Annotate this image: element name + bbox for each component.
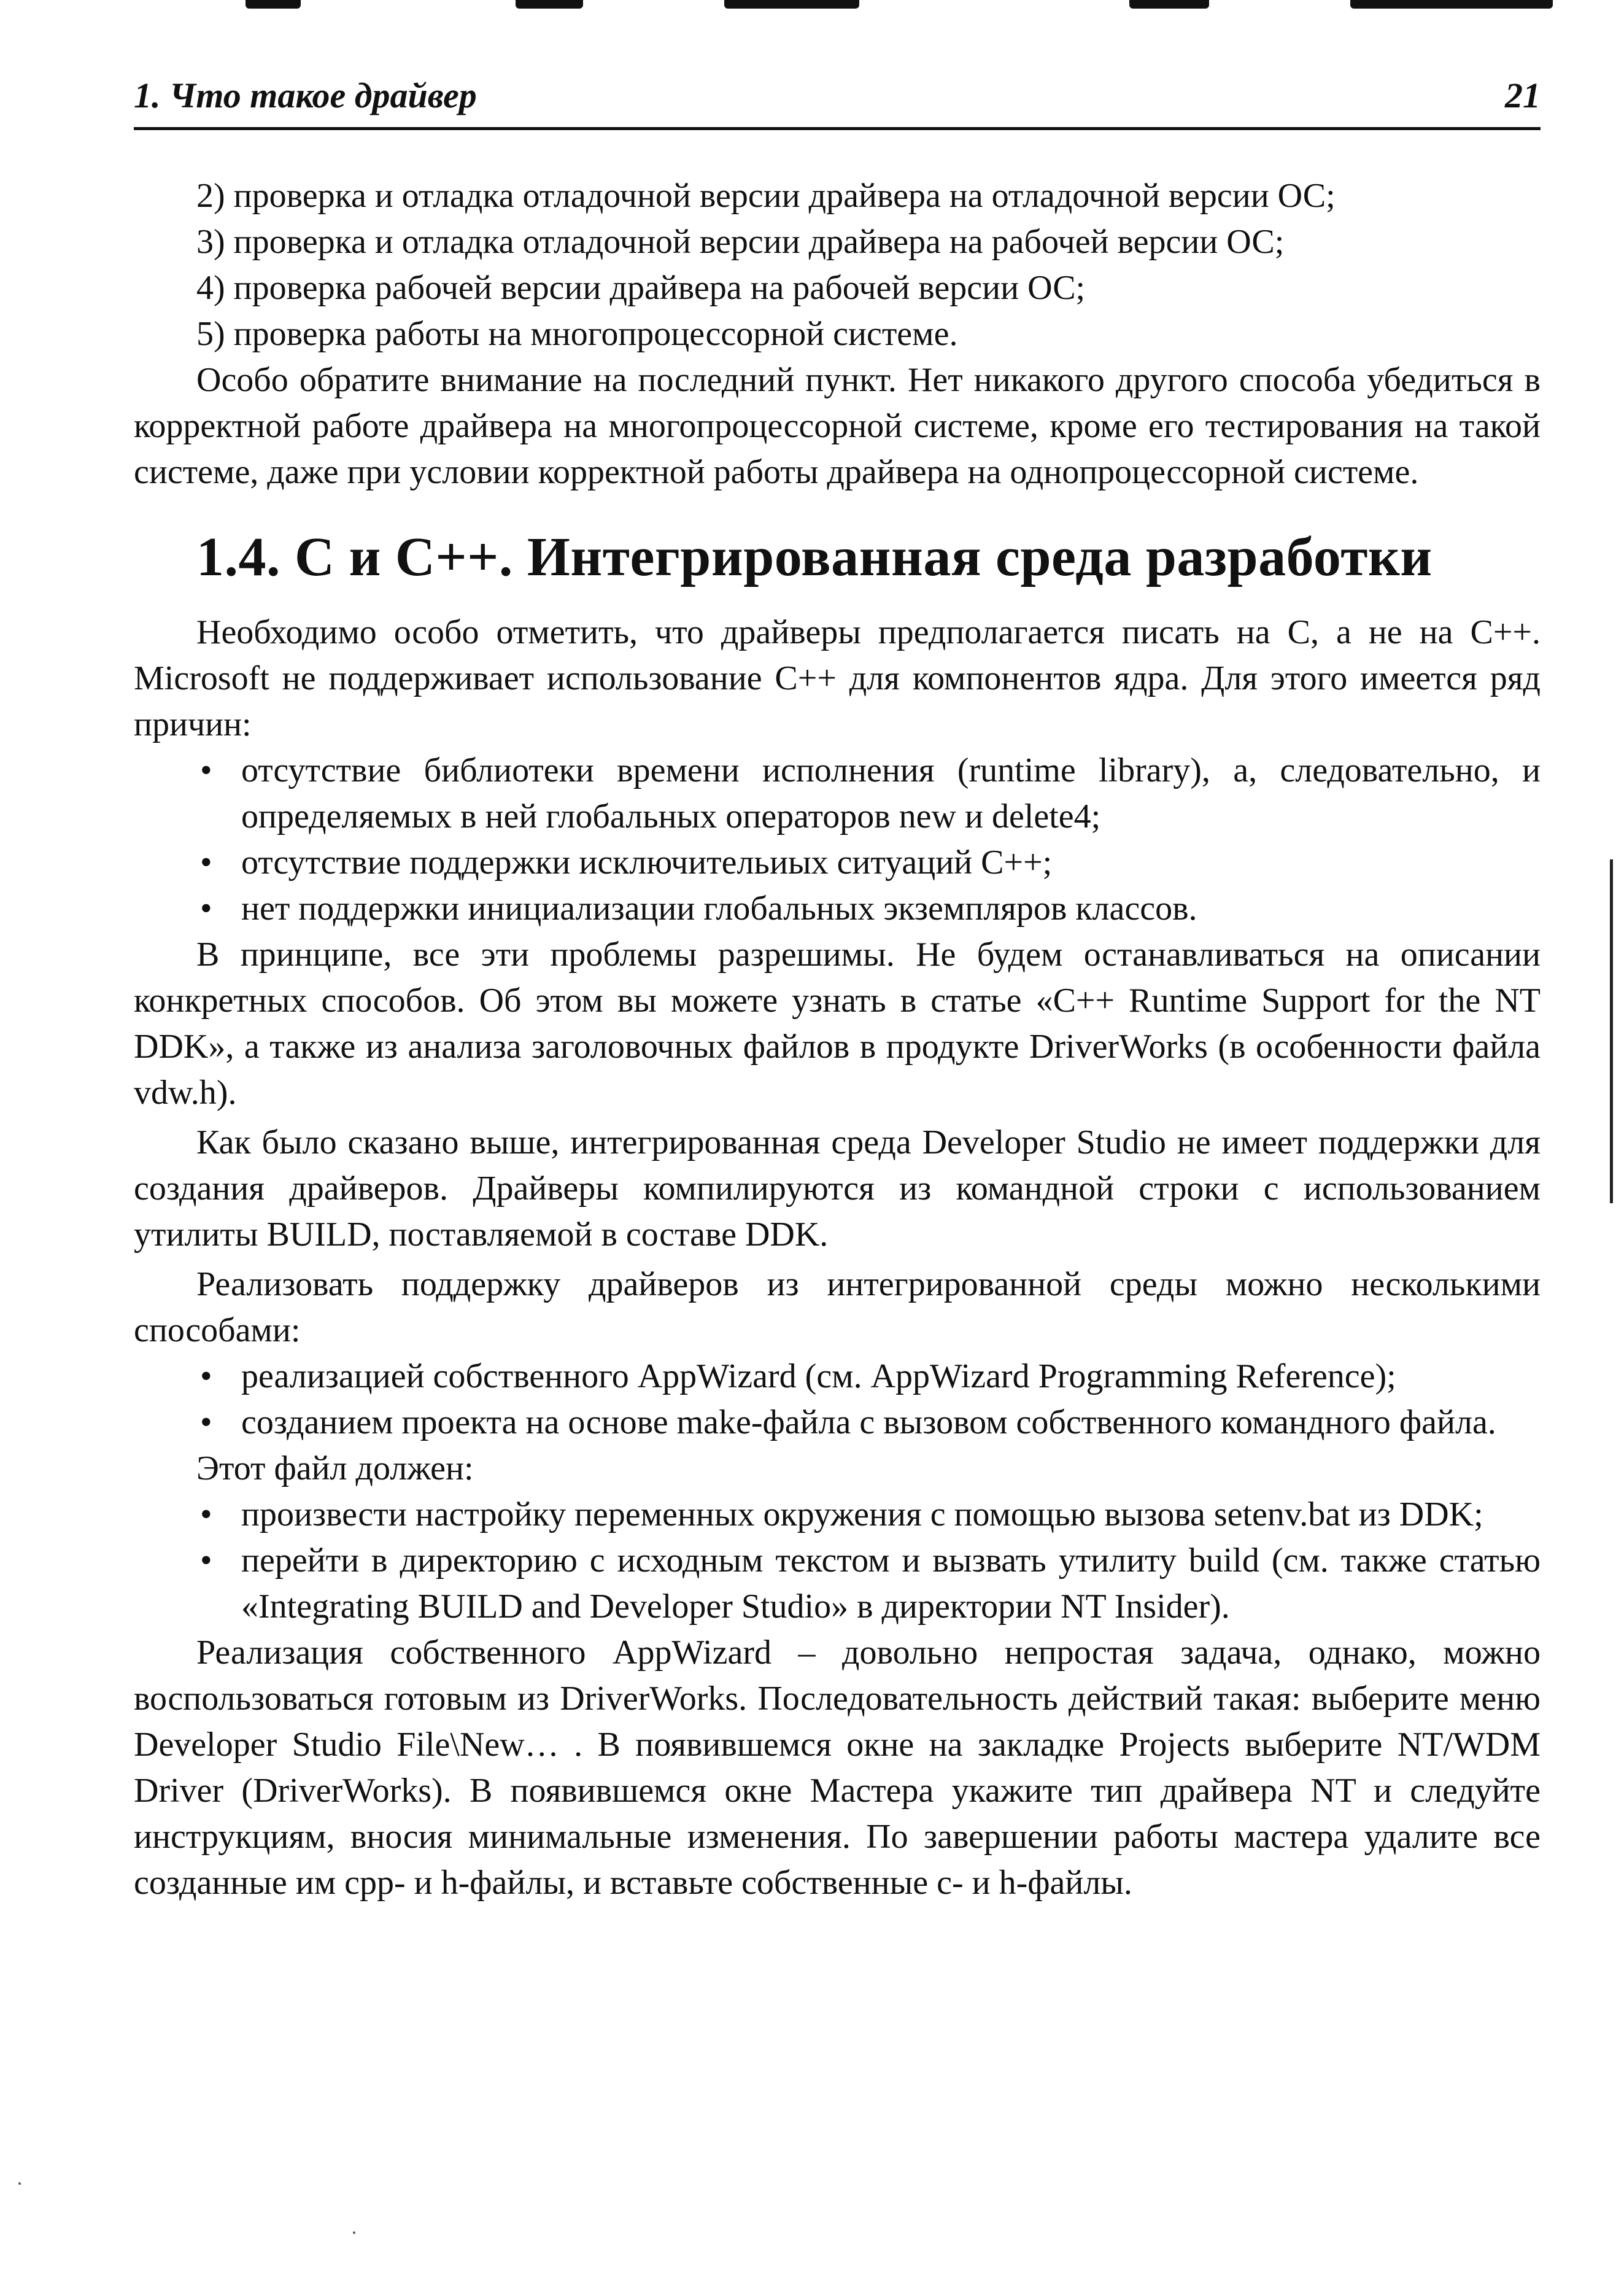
bullet-text: созданием проекта на основе make-файла с вызовом собственного командного файла.	[241, 1403, 1496, 1441]
bullet-text: перейти в директорию с исходным текстом и вызвать утилиту build (см. также статью «Integrating BUILD and Developer Studio» в директории NT Insider).	[241, 1541, 1541, 1626]
bullet-text: отсутствие поддержки исключительиых ситуаций С++;	[241, 843, 1053, 882]
list-item: 4) проверка рабочей версии драйвера на рабочей версии ОС;	[196, 269, 1086, 307]
bullet-text: произвести настройку переменных окружения с помощью вызова setenv.bat из DDK;	[241, 1495, 1483, 1533]
bullet-icon: •	[200, 1403, 212, 1441]
paragraph: Этот файл должен:	[196, 1449, 474, 1487]
bullet-icon: •	[200, 890, 212, 928]
bullet-item	[134, 748, 1541, 840]
running-header	[134, 69, 1541, 130]
bullet-text: отсутствие библиотеки времени исполнения (runtime library), а, следовательно, и определяемых в ней глобальных операторов new и delete4;	[241, 751, 1541, 835]
list-item: 5) проверка работы на многопроцессорной системе.	[196, 315, 958, 353]
chapter-title: 1. Что такое драйвер	[134, 76, 477, 115]
section-heading: 1.4. С и С++. Интегрированная среда разработки	[196, 527, 1433, 587]
bullet-item	[134, 1354, 1541, 1400]
bullet-list	[134, 748, 1541, 932]
bullet-icon: •	[200, 1541, 212, 1580]
paragraph: В принципе, все эти проблемы разрешимы. Не будем останавливаться на описании конкретных способов. Об этом вы можете узнать в статье «С++ Runtime Support for the NT DDK», а также из анализа заголовочных файлов в продукте DriverWorks (в особенности файла vdw.h).	[134, 936, 1541, 1112]
bullet-item	[134, 886, 1541, 932]
bullet-icon: •	[200, 1357, 212, 1395]
paragraph: Необходимо особо отметить, что драйверы предполагается писать на С, а не на С++. Microsoft не поддерживает использование С++ для компонентов ядра. Для этого имеется ряд причин:	[134, 613, 1541, 743]
bullet-icon: •	[200, 843, 212, 882]
paragraph: Особо обратите внимание на последний пункт. Нет никакого другого способа убедиться в корректной работе драйвера на многопроцессорной системе, кроме его тестирования на такой системе, даже при условии корректной работы драйвера на однопроцессорной системе.	[134, 361, 1541, 491]
scan-margin-line	[1610, 859, 1613, 1203]
paragraph: Реализация собственного AppWizard – довольно непростая задача, однако, можно воспользоваться готовым из DriverWorks. Последовательность действий такая: выберите меню Developer Studio File\New… . В появившемся окне на закладке Projects выберите NT/WDM Driver (DriverWorks). В появившемся окне Мастера укажите тип драйвера NT и следуйте инструкциям, вносия минимальные изменения. По завершении работы мастера удалите все созданные им cpp- и h-файлы, и вставьте собственные с- и h-файлы.	[134, 1634, 1541, 1902]
page-content	[134, 173, 1541, 1906]
numbered-list	[134, 173, 1541, 357]
scan-speck	[18, 2182, 21, 2185]
scan-artifact	[1129, 0, 1209, 9]
bullet-icon: •	[200, 1495, 212, 1533]
bullet-list	[134, 1492, 1541, 1630]
scan-artifact	[1350, 0, 1553, 9]
scan-speck	[353, 2231, 355, 2234]
bullet-list	[134, 1354, 1541, 1446]
scan-artifact	[724, 0, 859, 9]
list-item: 3) проверка и отладка отладочной версии драйвера на рабочей версии ОС;	[196, 223, 1285, 261]
paragraph: Реализовать поддержку драйверов из интегрированной среды можно несколькими способами:	[134, 1265, 1541, 1349]
bullet-icon: •	[200, 751, 212, 789]
scan-artifact	[246, 0, 301, 9]
bullet-item	[134, 1400, 1541, 1446]
bullet-text: нет поддержки инициализации глобальных экземпляров классов.	[241, 890, 1197, 928]
page-number: 21	[1505, 76, 1541, 115]
paragraph: Как было сказано выше, интегрированная среда Developer Studio не имеет поддержки для создания драйверов. Драйверы компилируются из командной строки с использованием утилиты BUILD, поставляемой в составе DDK.	[134, 1123, 1541, 1254]
list-item: 2) проверка и отладка отладочной версии драйвера на отладочной версии ОС;	[196, 177, 1336, 215]
bullet-item	[134, 840, 1541, 886]
bullet-text: реализацией собственного AppWizard (см. AppWizard Programming Reference);	[241, 1357, 1396, 1395]
bullet-item	[134, 1492, 1541, 1538]
scan-artifact	[516, 0, 583, 9]
bullet-item	[134, 1538, 1541, 1630]
